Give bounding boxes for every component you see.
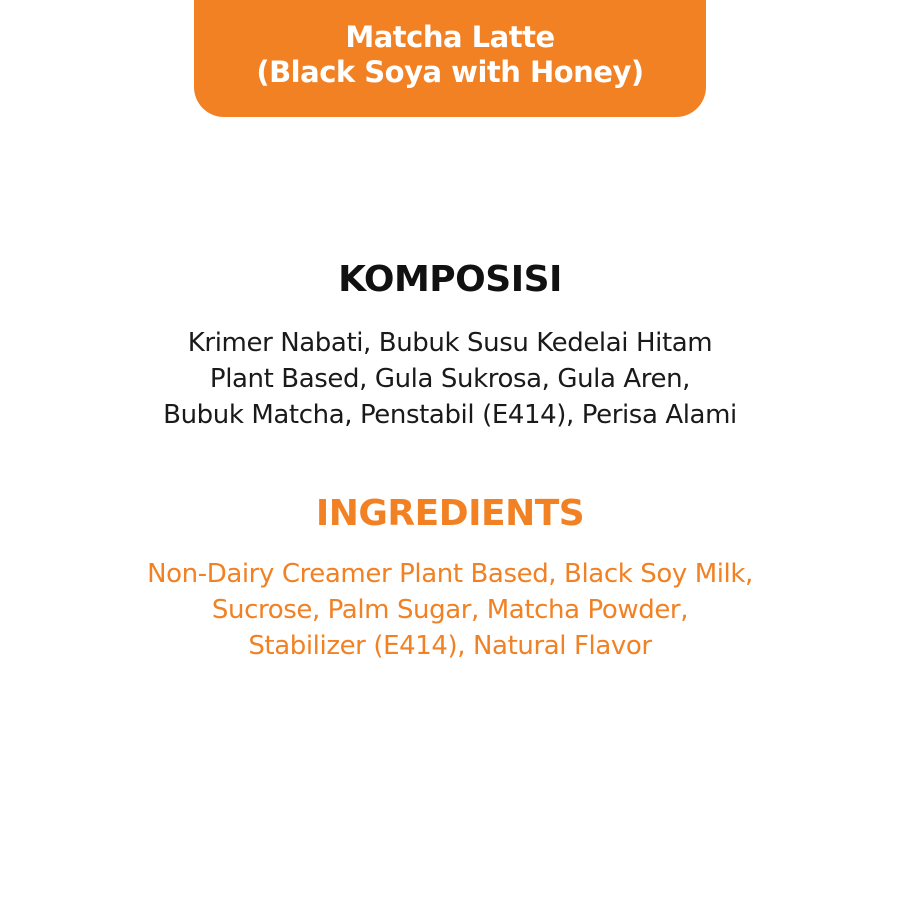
ingredients-text (0, 556, 900, 664)
ingredients-line-1: Non-Dairy Creamer Plant Based, Black Soy Milk, (147, 559, 753, 589)
product-title-line-2: (Black Soya with Honey) (256, 54, 644, 89)
komposisi-heading: KOMPOSISI (338, 259, 562, 300)
komposisi-line-2: Plant Based, Gula Sukrosa, Gula Aren, (209, 364, 691, 394)
ingredients-heading: INGREDIENTS (315, 493, 585, 534)
ingredients-section (0, 490, 900, 664)
title-banner (194, 0, 706, 117)
komposisi-text (0, 325, 900, 433)
komposisi-line-3: Bubuk Matcha, Penstabil (E414), Perisa Alami (163, 400, 737, 430)
komposisi-section (0, 256, 900, 433)
ingredients-line-3: Stabilizer (E414), Natural Flavor (248, 631, 652, 661)
ingredients-line-2: Sucrose, Palm Sugar, Matcha Powder, (211, 595, 689, 625)
product-title-line-1: Matcha Latte (345, 19, 555, 54)
komposisi-line-1: Krimer Nabati, Bubuk Susu Kedelai Hitam (187, 328, 713, 358)
